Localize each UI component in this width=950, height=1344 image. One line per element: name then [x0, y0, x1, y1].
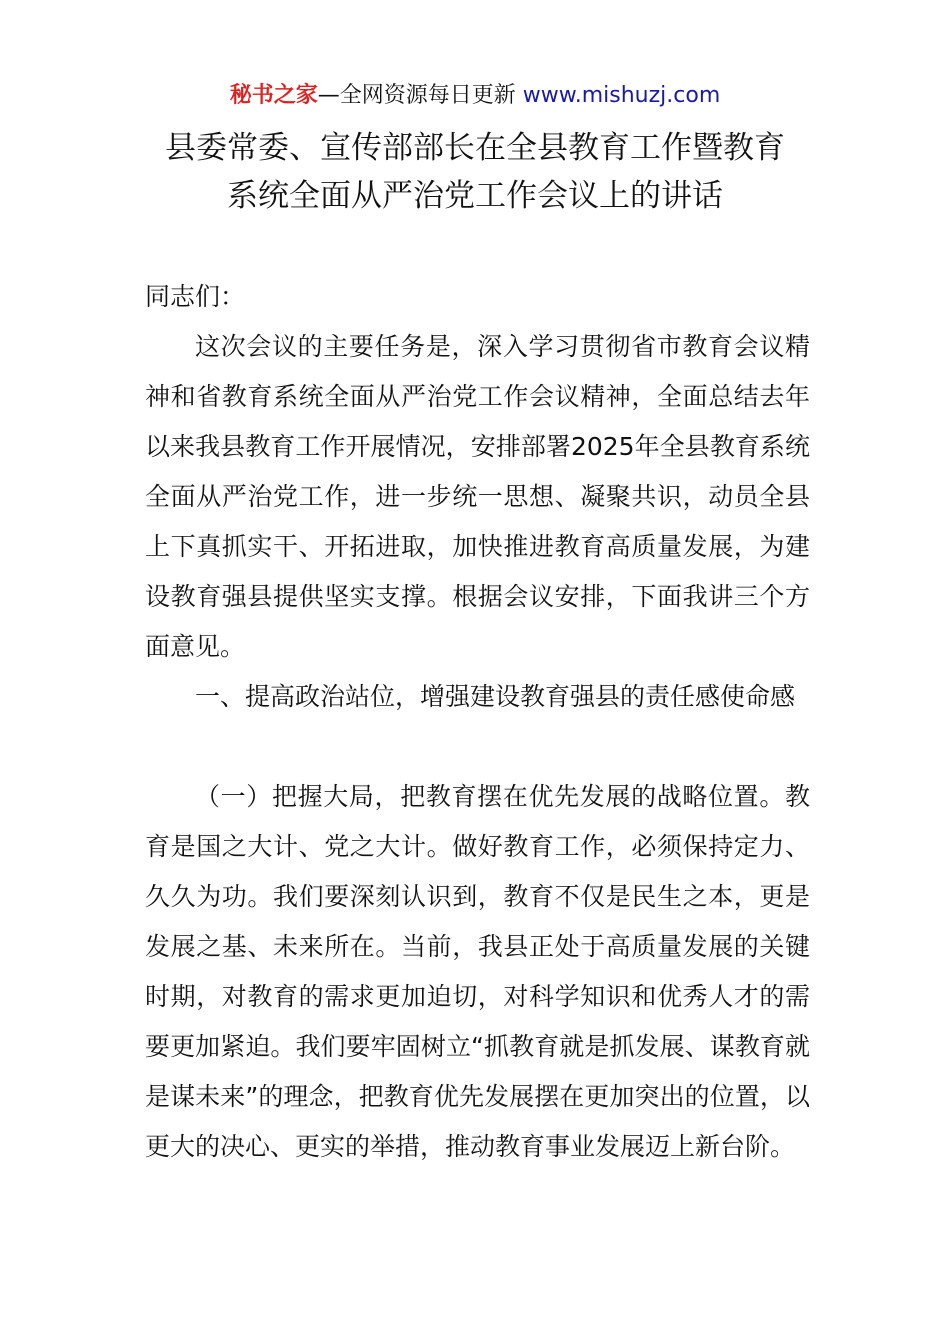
paragraph-intro-text: 这次会议的主要任务是，深入学习贯彻省市教育会议精神和省教育系统全面从严治党工作会议精神，全面总结去年以来我县教育工作开展情况，安排部署2025年全县教育系统全面从严治党工作，进一步统一思想、凝聚共识，动员全县上下真抓实干、开拓进取，加快推进教育高质量发展，为建设教育强县提供坚实支撑。根据会议安排，下面我讲三个方面意见。	[145, 332, 810, 661]
site-brand: 秘书之家	[229, 83, 318, 108]
paragraph-section-1-1	[145, 772, 810, 1172]
paragraph-section-1-1-text: （一）把握大局，把教育摆在优先发展的战略位置。教育是国之大计、党之大计。做好教育工作，必须保持定力、久久为功。我们要深刻认识到，教育不仅是民生之本，更是发展之基、未来所在。当前，我县正处于高质量发展的关键时期，对教育的需求更加迫切，对科学知识和优秀人才的需要更加紧迫。我们要牢固树立“抓教育就是抓发展、谋教育就是谋未来”的理念，把教育优先发展摆在更加突出的位置，以更大的决心、更实的举措，推动教育事业发展迈上新台阶。	[145, 782, 810, 1161]
section-heading-1-text: 一、提高政治站位，增强建设教育强县的责任感使命感	[195, 682, 796, 711]
document-title-line-1: 县委常委、宣传部部长在全县教育工作暨教育	[165, 130, 785, 166]
site-header	[0, 80, 950, 112]
section-heading-1	[145, 672, 810, 722]
site-url[interactable]: www.mishuzj.com	[522, 83, 721, 108]
paragraph-intro	[145, 322, 810, 672]
document-title-line-2: 系统全面从严治党工作会议上的讲话	[227, 178, 723, 214]
site-tagline: —全网资源每日更新	[317, 83, 523, 108]
greeting: 同志们：	[145, 282, 246, 311]
